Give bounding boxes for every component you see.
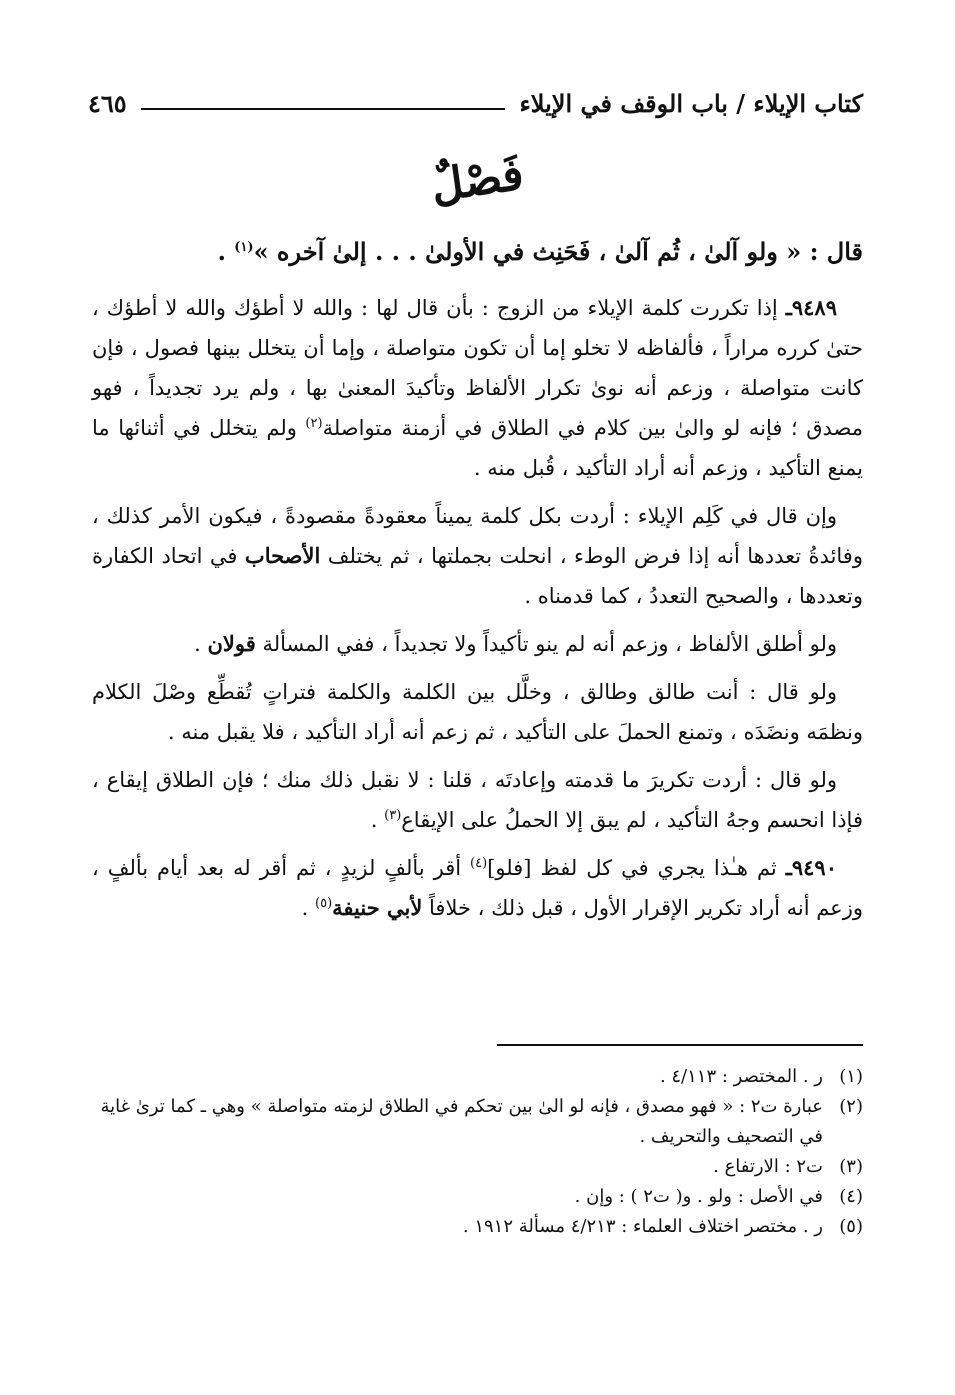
footnote-ref: (٤) bbox=[470, 856, 488, 871]
paragraph-9489 bbox=[92, 288, 863, 488]
paragraph-text: وإن قال في كَلِم الإيلاء : أردت بكل كلمة يميناً معقودةً مقصودةً ، فيكون الأمر كذلك ، وفائدةُ تعددها أنه إذا فرض الوطء ، انحلت بجملتها ، ثم يختلف bbox=[92, 504, 863, 568]
paragraph-text: في اتحاد الكفارة وتعددها ، والصحيح التعددُ ، كما قدمناه . bbox=[92, 544, 863, 608]
quoted-heading-tail: . bbox=[217, 237, 235, 266]
issue-number: ٩٤٨٩ـ bbox=[785, 295, 837, 320]
page-number: ٤٦٥ bbox=[88, 89, 127, 118]
footnote-separator bbox=[497, 1044, 863, 1046]
footnote bbox=[92, 1092, 863, 1152]
footnote bbox=[92, 1182, 863, 1212]
footnote-number: (٥) bbox=[839, 1216, 863, 1237]
paragraph-9490 bbox=[92, 848, 863, 928]
paragraph-text: . bbox=[194, 632, 208, 656]
footnote-text: عبارة ت٢ : « فهو مصدق ، فإنه لو الىٰ بين تحكم في الطلاق لزمته متواصلة » وهي ـ كما ترىٰ غاية في التصحيف والتحريف . bbox=[100, 1096, 823, 1147]
footnote-text: ر . مختصر اختلاف العلماء : ٤/٢١٣ مسألة ١٩١٢ . bbox=[462, 1216, 823, 1237]
issue-number: ٩٤٩٠ـ bbox=[785, 855, 837, 880]
footnote-text: في الأصل : ولو . و( ت٢ ) : وإن . bbox=[574, 1186, 823, 1207]
footnote bbox=[92, 1062, 863, 1092]
paragraph-text: ولو قال : أنت طالق وطالق ، وخلَّل بين الكلمة والكلمة فتراتٍ تُقطِّع وصْلَ الكلام ونظمَه ونضَدَه ، وتمنع الحملَ على التأكيد ، ثم زعم أنه أراد التأكيد ، فلا يقبل منه . bbox=[92, 680, 863, 744]
footnotes bbox=[92, 1062, 863, 1242]
paragraph bbox=[92, 496, 863, 616]
footnote-ref: (٣) bbox=[384, 808, 402, 823]
footnote bbox=[92, 1212, 863, 1242]
section-ornament bbox=[0, 148, 955, 213]
bold-term: قولان bbox=[207, 631, 256, 656]
main-text bbox=[92, 288, 863, 936]
footnote-ref: (٥) bbox=[315, 896, 333, 911]
paragraph bbox=[92, 760, 863, 840]
ornament-text: فَصْلٌ bbox=[428, 148, 527, 213]
paragraph-text: أقر بألفٍ لزيدٍ ، ثم أقر له بعد أيام بألفٍ ، وزعم أنه أراد تكرير الإقرار الأول ، قبل ذلك ، خلافاً bbox=[92, 856, 863, 920]
paragraph-text: إذا تكررت كلمة الإيلاء من الزوج : بأن قال لها : والله لا أطؤك والله لا أطؤك ، حتىٰ كرره مراراً ، فألفاظه لا تخلو إما أن تكون متواصلة ، وإما أن يتخلل بينها فصول ، فإن كانت متواصلة ، وزعم أنه نوىٰ تكرار الألفاظ وتأكيدَ المعنىٰ بها ، ولم يرد تجديداً ، فهو مصدق ؛ فإنه لو والىٰ بين كلام في الطلاق في أزمنة متواصلة bbox=[92, 296, 863, 440]
footnote-text: ر . المختصر : ٤/١١٣ . bbox=[659, 1066, 823, 1087]
paragraph-text: ولو أطلق الألفاظ ، وزعم أنه لم ينو تأكيداً ولا تجديداً ، ففي المسألة bbox=[255, 632, 837, 656]
bold-term: لأبي حنيفة bbox=[332, 895, 423, 920]
quoted-heading-text: قال : « ولو آلىٰ ، ثُم آلىٰ ، فَحَنِث في الأولىٰ . . . إلىٰ آخره » bbox=[253, 237, 863, 266]
footnote-text: ت٢ : الارتفاع . bbox=[713, 1156, 823, 1177]
paragraph bbox=[92, 624, 863, 664]
header-rule bbox=[141, 108, 506, 110]
footnote-number: (٣) bbox=[839, 1156, 863, 1177]
bold-term: الأصحاب bbox=[244, 543, 321, 568]
quoted-heading bbox=[92, 230, 863, 274]
running-header bbox=[88, 78, 863, 118]
footnote-ref: (٢) bbox=[305, 416, 323, 431]
paragraph-text: ولو قال : أردت تكريرَ ما قدمته وإعادتَه ، قلنا : لا نقبل ذلك منك ؛ فإن الطلاق إيقاع ، فإذا انحسم وجهُ التأكيد ، لم يبق إلا الحملُ على الإيقاع bbox=[92, 768, 863, 832]
footnote-ref: (١) bbox=[234, 240, 254, 255]
paragraph-text: ثم هـٰذا يجري في كل لفظ [فلو] bbox=[487, 856, 786, 880]
footnote-number: (١) bbox=[839, 1066, 863, 1087]
paragraph-text: . bbox=[301, 896, 316, 920]
paragraph-text: . bbox=[370, 808, 385, 832]
header-title: كتاب الإيلاء / باب الوقف في الإيلاء bbox=[519, 89, 863, 118]
footnote bbox=[92, 1152, 863, 1182]
footnote-number: (٢) bbox=[839, 1096, 863, 1117]
footnote-number: (٤) bbox=[839, 1186, 863, 1207]
paragraph-text: ولم يتخلل في أثنائها ما يمنع التأكيد ، وزعم أنه أراد التأكيد ، قُبل منه . bbox=[92, 416, 863, 480]
paragraph bbox=[92, 672, 863, 752]
